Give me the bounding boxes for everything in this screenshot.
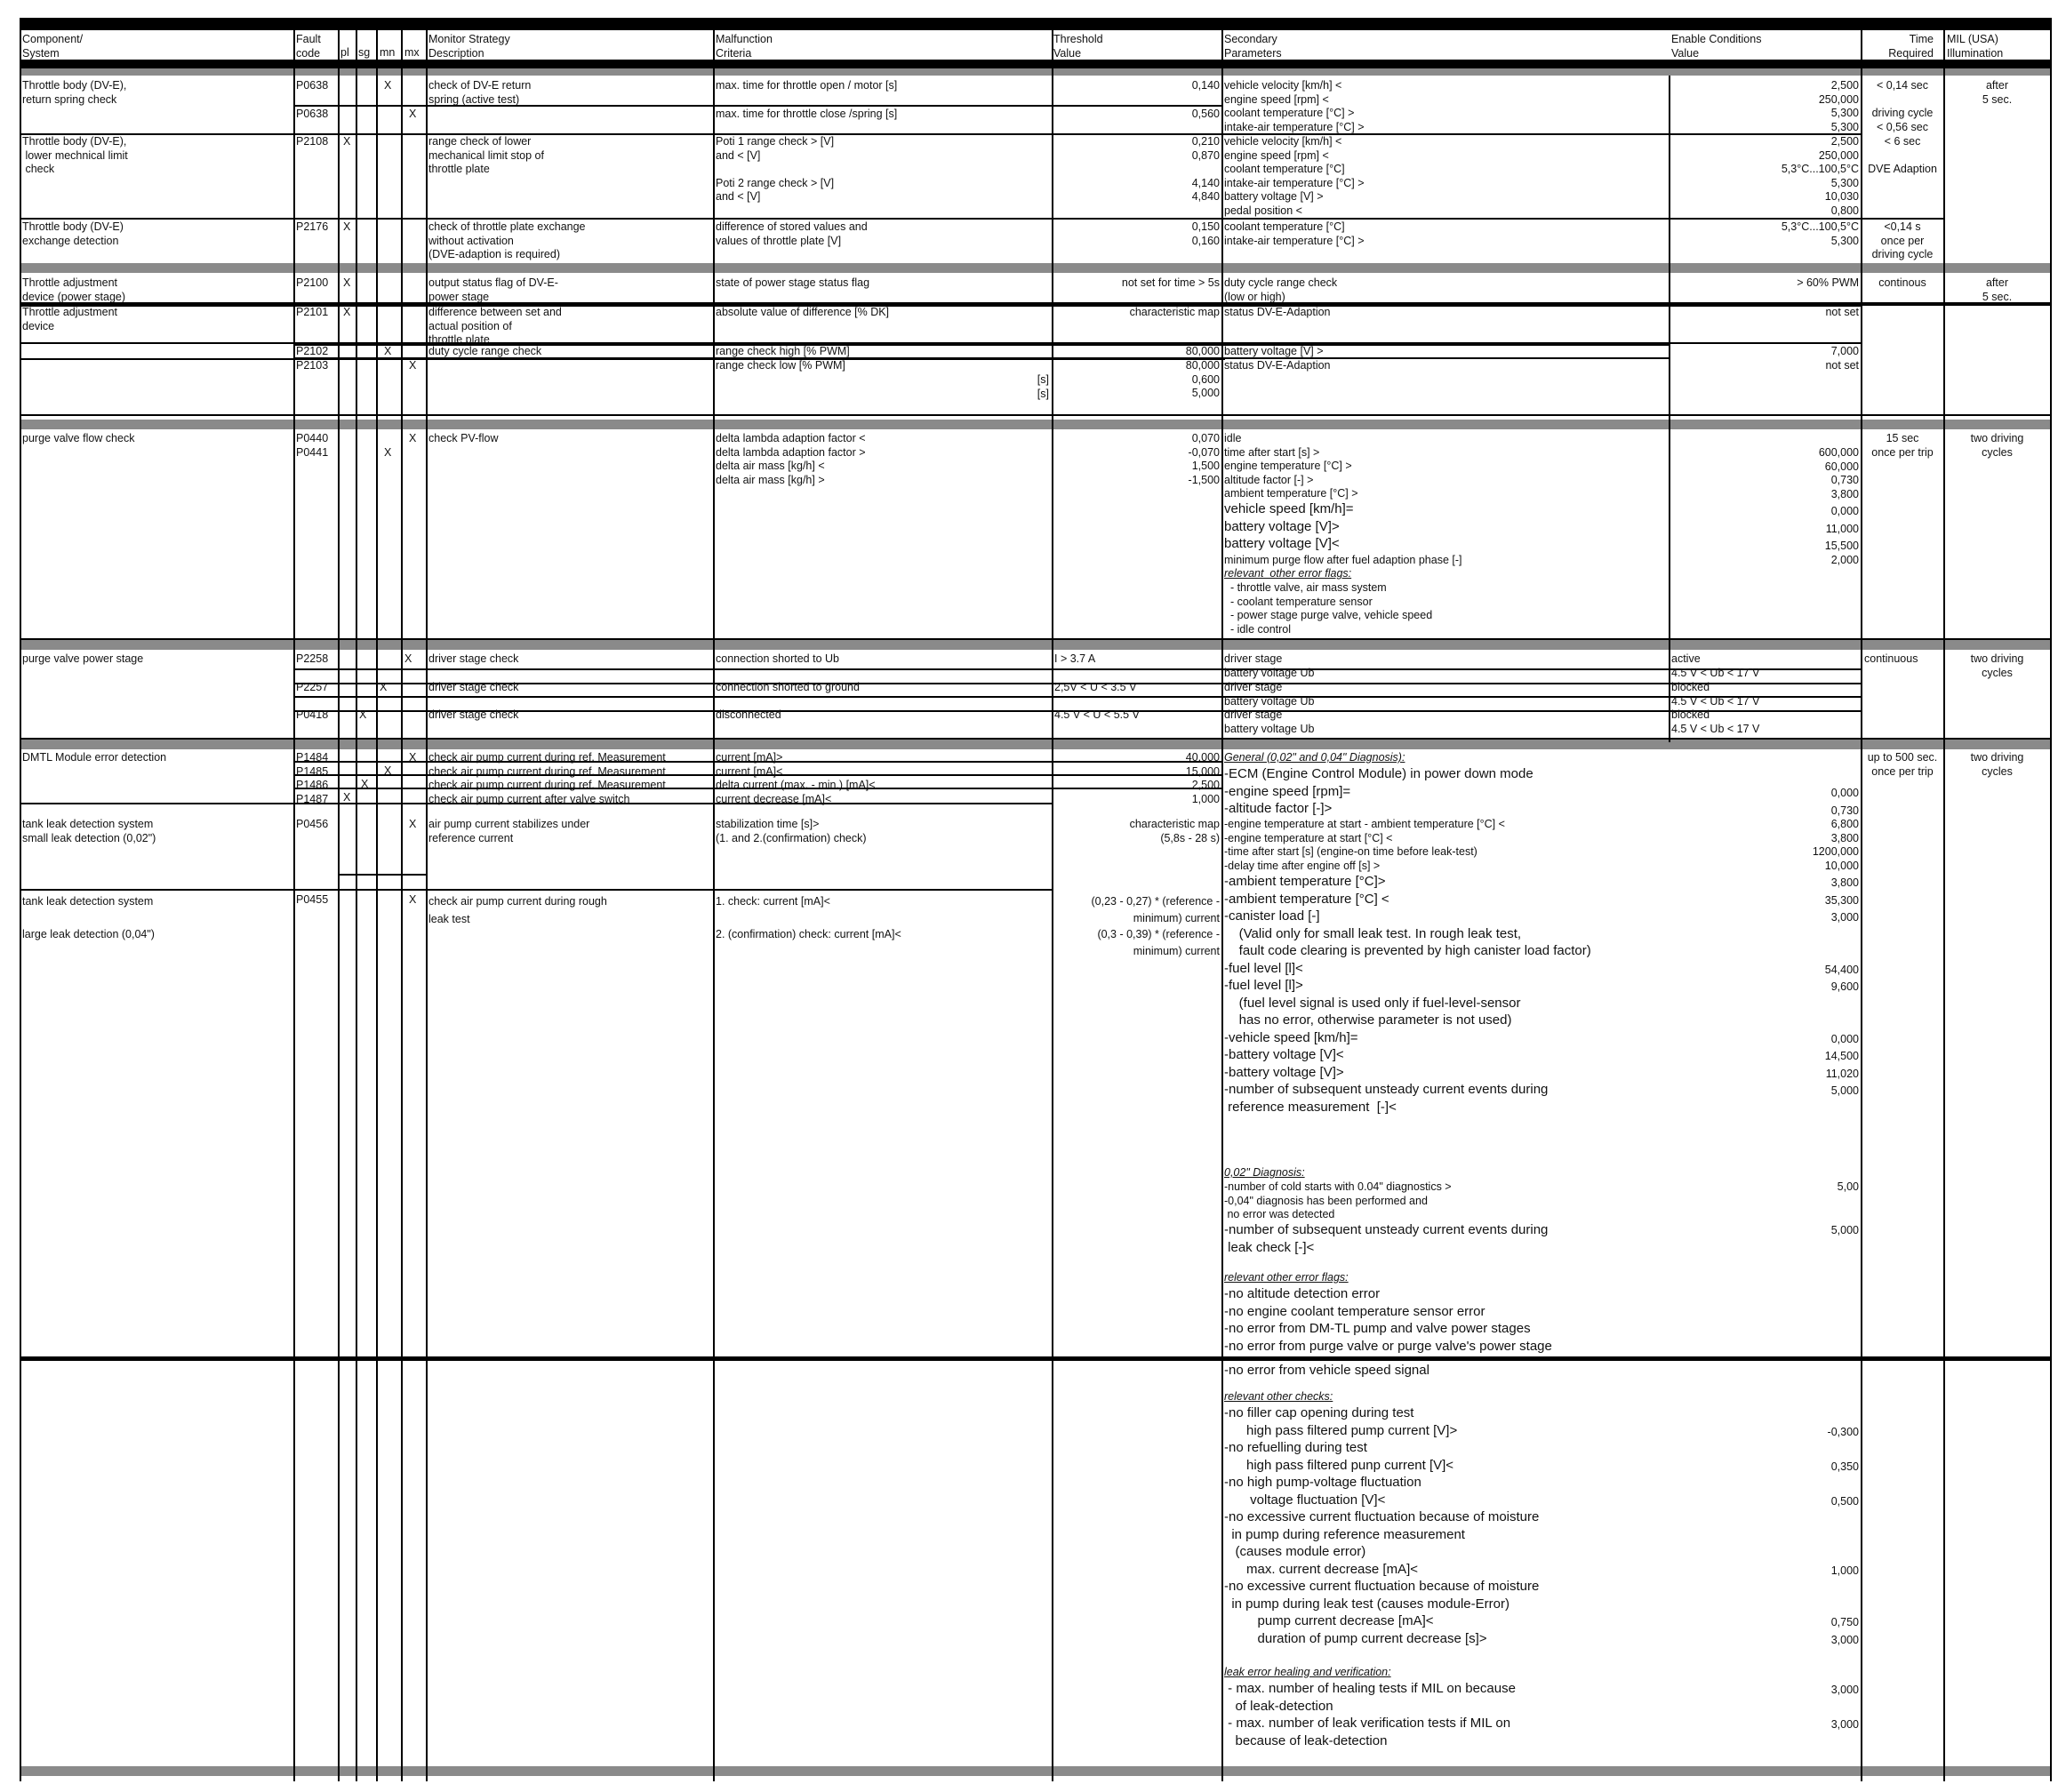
time-cell: <0,14 s once per driving cycle bbox=[1871, 220, 1934, 260]
header-mil: MIL (USA) Illumination bbox=[1947, 33, 2004, 60]
monitor-cell: range check of lower mechanical limit stop of throttle plate bbox=[428, 135, 544, 175]
component-cell: Throttle body (DV-E), return spring check bbox=[22, 79, 127, 106]
header-enable: Enable Conditions Value bbox=[1671, 33, 1762, 60]
header-malfunction: Malfunction Criteria bbox=[716, 33, 773, 60]
fault-code: P2100 bbox=[296, 276, 329, 289]
secondary-heading: General (0,02" and 0,04" Diagnosis): bbox=[1224, 751, 1405, 764]
secondary-cell: battery voltage [V] > bbox=[1224, 345, 1324, 357]
row-line bbox=[20, 358, 1225, 360]
mark-x: X bbox=[409, 108, 417, 120]
fault-codes: P1484 P1485 P1486 P1487 bbox=[296, 751, 329, 805]
mark-x: X bbox=[404, 652, 412, 665]
row-line bbox=[338, 874, 426, 876]
mark-x: X bbox=[380, 681, 388, 693]
column-line bbox=[401, 18, 403, 1781]
secondary-cell: -number of cold starts with 0.04" diagnostics > -0,04" diagnosis has been performed and no error was detected bbox=[1224, 1180, 1452, 1220]
column-line bbox=[1221, 18, 1223, 1781]
threshold-cell: 0,560 bbox=[1191, 108, 1220, 120]
enable-cell: -0,300 0,350 0,500 1,000 0,750 3,000 bbox=[1827, 1425, 1859, 1646]
secondary-cell: -ambient temperature [°C]> -ambient temperature [°C] < -canister load [-] (Valid only for small leak test. In rough leak test, fault code clearing is prevented by high canister load factor) -fuel level [l]< -fuel level [l]> (fuel level signal is used only if fuel-level-sensor has no error, otherwise parameter is not used) -vehicle speed [km/h]= -battery voltage [V]< -battery voltage [V]> -number of subsequent unsteady current events during reference measurement [-]< bbox=[1224, 874, 1591, 1115]
column-line bbox=[2050, 18, 2052, 1781]
monitor-cell: air pump current stabilizes under reference current bbox=[428, 818, 590, 844]
header-mn: mn bbox=[380, 46, 396, 59]
component-cell: tank leak detection system large leak detection (0,04") bbox=[22, 895, 155, 940]
mark-x: X bbox=[359, 708, 367, 721]
enable-cell: 7,000 bbox=[1830, 345, 1859, 357]
malfunction-cell: stabilization time [s]> (1. and 2.(confirmation) check) bbox=[716, 818, 867, 844]
threshold-cell: (0,23 - 0,27) * (reference - minimum) current (0,3 - 0,39) * (reference - minimum) current bbox=[1091, 895, 1220, 957]
fault-code: P2257 bbox=[296, 681, 329, 693]
fault-code: P2101 bbox=[296, 306, 329, 318]
time-cell: continuous bbox=[1864, 652, 1918, 665]
malfunction-cell: 1. check: current [mA]< 2. (confirmation) check: current [mA]< bbox=[716, 895, 901, 940]
time-cell: < 6 sec DVE Adaption bbox=[1868, 135, 1937, 175]
secondary-cell: -no altitude detection error -no engine coolant temperature sensor error -no error from DM-TL pump and valve power stages -no error from purge valve or purge valve's power stage bbox=[1224, 1286, 1552, 1354]
enable-cell: 0,000 11,000 15,500 bbox=[1824, 505, 1859, 552]
secondary-heading: 0,02" Diagnosis: bbox=[1224, 1166, 1305, 1179]
enable-cell: > 60% PWM bbox=[1797, 276, 1859, 289]
malfunction-cell: Poti 1 range check > [V] and < [V] Poti 2 range check > [V] and < [V] bbox=[716, 135, 835, 203]
mark-x: X bbox=[409, 359, 417, 372]
row-line bbox=[20, 638, 2052, 640]
column-line bbox=[1052, 18, 1053, 1781]
fault-code: P2108 bbox=[296, 135, 329, 148]
fault-code: P0456 bbox=[296, 818, 329, 830]
time-cell: 15 sec once per trip bbox=[1871, 432, 1934, 459]
mil-cell: after 5 sec. bbox=[1982, 79, 2013, 106]
mark-x: X bbox=[343, 220, 351, 233]
header-pl: pl bbox=[340, 46, 349, 59]
secondary-cell: vehicle speed [km/h]= battery voltage [V]> battery voltage [V]< bbox=[1224, 501, 1354, 551]
header-mx: mx bbox=[404, 46, 420, 59]
malfunction-cell: difference of stored values and values of throttle plate [V] bbox=[716, 220, 868, 247]
column-line bbox=[293, 18, 295, 1781]
threshold-cell: 4.5 V < U < 5.5 V bbox=[1054, 708, 1140, 721]
monitor-cell: driver stage check bbox=[428, 681, 519, 693]
threshold-cell: I > 3.7 A bbox=[1054, 652, 1096, 665]
malfunction-cell: connection shorted to ground bbox=[716, 681, 860, 693]
column-line bbox=[338, 18, 340, 1781]
fault-code: P0440 P0441 bbox=[296, 432, 329, 459]
section-band bbox=[20, 68, 2052, 76]
fault-code: P2176 bbox=[296, 220, 329, 233]
fault-code: P2258 bbox=[296, 652, 329, 665]
secondary-cell: minimum purge flow after fuel adaption phase [-] bbox=[1224, 554, 1462, 566]
component-cell: purge valve flow check bbox=[22, 432, 135, 444]
monitor-cell: check air pump current during ref. Measurement check air pump current during ref. Measurement check air pump current during ref. Measurement check air pump current after valve switch bbox=[428, 751, 666, 805]
fault-code: P2102 bbox=[296, 345, 329, 357]
threshold-cell: 40,000 15,000 2,500 1,000 bbox=[1185, 751, 1220, 805]
enable-cell: 3,000 3,000 bbox=[1830, 1684, 1859, 1731]
mil-cell: after 5 sec. bbox=[1982, 276, 2013, 303]
component-cell: Throttle body (DV-E) exchange detection bbox=[22, 220, 124, 247]
units-cell: [s] [s] bbox=[1037, 373, 1049, 400]
header-secondary: Secondary Parameters bbox=[1224, 33, 1282, 60]
threshold-cell: characteristic map bbox=[1129, 306, 1220, 318]
time-cell: up to 500 sec. once per trip bbox=[1867, 751, 1938, 778]
page-break-rule bbox=[20, 1356, 2052, 1361]
mark-x: X bbox=[384, 446, 392, 459]
mark-x: X bbox=[384, 764, 392, 777]
enable-cell: 5,00 bbox=[1837, 1180, 1859, 1193]
monitor-cell: difference between set and actual position of throttle plate bbox=[428, 306, 562, 346]
fault-code: P0455 bbox=[296, 893, 329, 906]
malfunction-cell: max. time for throttle open / motor [s] bbox=[716, 79, 898, 92]
mark-x: X bbox=[343, 276, 351, 289]
monitor-cell: output status flag of DV-E- power stage bbox=[428, 276, 558, 303]
mark-x: X bbox=[343, 306, 351, 318]
section-band bbox=[20, 263, 2052, 273]
monitor-cell: check air pump current during rough leak test bbox=[428, 895, 607, 925]
mark-x: X bbox=[384, 345, 392, 357]
secondary-cell: - throttle valve, air mass system - coolant temperature sensor - power stage purge valve, vehicle speed - idle control bbox=[1229, 581, 1433, 636]
component-cell: Throttle adjustment device (power stage) bbox=[22, 276, 126, 303]
fault-code: P2103 bbox=[296, 359, 329, 372]
secondary-cell: status DV-E-Adaption bbox=[1224, 359, 1331, 372]
section-band bbox=[20, 740, 2052, 749]
secondary-cell: -number of subsequent unsteady current events during leak check [-]< bbox=[1224, 1222, 1549, 1255]
threshold-cell: 0,210 0,870 4,140 4,840 bbox=[1191, 135, 1220, 203]
secondary-heading: relevant other checks: bbox=[1224, 1390, 1333, 1403]
monitor-cell: duty cycle range check bbox=[428, 345, 542, 357]
malfunction-cell: max. time for throttle close /spring [s] bbox=[716, 108, 898, 120]
column-line bbox=[426, 18, 428, 1781]
enable-cell: 6,800 3,800 1200,000 10,000 bbox=[1812, 818, 1859, 872]
secondary-cell: vehicle velocity [km/h] < engine speed [rpm] < coolant temperature [°C] > intake-air temperature [°C] > bbox=[1224, 79, 1365, 133]
mil-cell: two driving cycles bbox=[1970, 652, 2024, 679]
malfunction-cell: disconnected bbox=[716, 708, 781, 721]
mark-x: X bbox=[409, 893, 417, 906]
secondary-cell: -engine temperature at start - ambient temperature [°C] < -engine temperature at start [°C] < -time after start [s] (engine-on time before leak-test) -delay time after engine off [s] > bbox=[1224, 818, 1505, 872]
secondary-cell: duty cycle range check (low or high) bbox=[1224, 276, 1338, 303]
malfunction-cell: state of power stage status flag bbox=[716, 276, 870, 289]
enable-cell: blocked 4.5 V < Ub < 17 V bbox=[1671, 708, 1760, 735]
row-line bbox=[293, 696, 1861, 698]
header-threshold: Threshold Value bbox=[1053, 33, 1103, 60]
mark-x: X bbox=[409, 751, 417, 764]
threshold-cell: characteristic map (5,8s - 28 s) bbox=[1129, 818, 1220, 844]
section-band bbox=[20, 1766, 2052, 1776]
component-cell: DMTL Module error detection bbox=[22, 751, 167, 764]
component-cell: purge valve power stage bbox=[22, 652, 144, 665]
mil-cell: two driving cycles bbox=[1970, 432, 2024, 459]
mark-x: X bbox=[409, 432, 417, 444]
malfunction-cell: range check high [% PWM] bbox=[716, 345, 850, 357]
monitor-cell: check of throttle plate exchange without activation (DVE-adaption is required) bbox=[428, 220, 586, 260]
monitor-cell: driver stage check bbox=[428, 652, 519, 665]
threshold-cell: not set for time > 5s bbox=[1121, 276, 1220, 289]
column-line bbox=[356, 18, 357, 1781]
row-line bbox=[20, 414, 2052, 416]
enable-cell: not set bbox=[1825, 359, 1859, 372]
malfunction-cell: absolute value of difference [% DK] bbox=[716, 306, 890, 318]
monitor-cell: check PV-flow bbox=[428, 432, 499, 444]
fault-code: P0418 bbox=[296, 708, 329, 721]
component-cell: Throttle adjustment device bbox=[22, 306, 117, 332]
secondary-cell: driver stage battery voltage Ub bbox=[1224, 681, 1315, 708]
header-time: Time Required bbox=[1888, 33, 1934, 60]
column-line bbox=[376, 18, 378, 1781]
column-line bbox=[20, 18, 21, 1781]
malfunction-cell: current [mA]> current [mA]< delta current (max. - min.) [mA]< current decrease [mA]< bbox=[716, 751, 876, 805]
enable-cell: 0,000 0,730 bbox=[1830, 787, 1859, 817]
malfunction-cell: connection shorted to Ub bbox=[716, 652, 839, 665]
column-line bbox=[1669, 76, 1670, 742]
threshold-cell: 80,000 bbox=[1185, 345, 1220, 357]
enable-cell: 2,000 bbox=[1830, 554, 1859, 566]
threshold-cell: 80,000 0,600 5,000 bbox=[1185, 359, 1220, 399]
enable-cell: 3,800 35,300 3,000 54,400 9,600 0,000 14,500 11,020 5,000 bbox=[1824, 876, 1859, 1097]
fault-code: P0638 bbox=[296, 79, 329, 92]
secondary-cell: - max. number of healing tests if MIL on because of leak-detection - max. number of leak verification tests if MIL on because of leak-detection bbox=[1228, 1681, 1516, 1748]
monitor-cell: driver stage check bbox=[428, 708, 519, 721]
component-cell: tank leak detection system small leak detection (0,02") bbox=[22, 818, 156, 844]
header-sg: sg bbox=[358, 46, 371, 59]
section-band bbox=[20, 640, 2052, 650]
row-line bbox=[20, 738, 2052, 740]
secondary-heading: relevant other error flags: bbox=[1224, 1271, 1349, 1284]
header-black-bar bbox=[20, 60, 2052, 68]
enable-cell: 5,000 bbox=[1830, 1224, 1859, 1236]
secondary-cell: idle time after start [s] > engine temperature [°C] > altitude factor [-] > ambient temperature [°C] > bbox=[1224, 432, 1358, 500]
secondary-cell: -no filler cap opening during test high pass filtered pump current [V]> -no refuelling during test high pass filtered punp current [V]< -no high pump-voltage fluctuation voltage fluctuation [V]< -no excessive current fluctuation because of moisture in pump during reference measurement (causes module error) max. current decrease [mA]< -no excessive current fluctuation because of moisture in pump during leak test (causes module-Error) pump current decrease [mA]< duration of pump current decrease [s]> bbox=[1224, 1405, 1540, 1646]
enable-cell: not set bbox=[1825, 306, 1859, 318]
enable-cell: 2,500 250,000 5,300 5,300 bbox=[1818, 79, 1859, 133]
enable-cell: 5,3°C...100,5°C 5,300 bbox=[1781, 220, 1859, 247]
secondary-cell: coolant temperature [°C] intake-air temperature [°C] > bbox=[1224, 220, 1365, 247]
secondary-heading: leak error healing and verification: bbox=[1224, 1666, 1391, 1678]
component-cell: Throttle body (DV-E), lower mechnical limit check bbox=[22, 135, 128, 175]
mil-cell: two driving cycles bbox=[1970, 751, 2024, 778]
header-component: Component/ System bbox=[22, 33, 84, 60]
top-black-bar bbox=[20, 18, 2052, 30]
secondary-cell: status DV-E-Adaption bbox=[1224, 306, 1331, 318]
fault-code: P0638 bbox=[296, 108, 329, 120]
mark-x: X bbox=[409, 818, 417, 830]
header-monitor: Monitor Strategy Description bbox=[428, 33, 510, 60]
secondary-cell: -no error from vehicle speed signal bbox=[1224, 1363, 1429, 1378]
secondary-cell: driver stage battery voltage Ub bbox=[1224, 652, 1315, 679]
row-line bbox=[20, 218, 1943, 220]
threshold-cell: 2,5V < U < 3.5 V bbox=[1054, 681, 1137, 693]
secondary-cell: driver stage battery voltage Ub bbox=[1224, 708, 1315, 735]
secondary-cell: -ECM (Engine Control Module) in power down mode -engine speed [rpm]= -altitude factor [-]> bbox=[1224, 766, 1533, 816]
threshold-cell: 0,070 -0,070 1,500 -1,500 bbox=[1188, 432, 1220, 486]
enable-cell: blocked 4.5 V < Ub < 17 V bbox=[1671, 681, 1760, 708]
mark-x: X bbox=[384, 79, 392, 92]
monitor-cell: check of DV-E return spring (active test) bbox=[428, 79, 532, 106]
mark-x: X bbox=[343, 135, 351, 148]
threshold-cell: 0,140 bbox=[1191, 79, 1220, 92]
enable-cell: 600,000 60,000 0,730 3,800 bbox=[1818, 446, 1859, 500]
malfunction-cell: delta lambda adaption factor < delta lambda adaption factor > delta air mass [kg/h] < delta air mass [kg/h] > bbox=[716, 432, 866, 486]
header-fault-code: Fault code bbox=[296, 33, 321, 60]
column-line bbox=[713, 18, 715, 1781]
row-line bbox=[293, 668, 1861, 670]
mark-x: X bbox=[361, 778, 369, 790]
enable-cell: 2,500 250,000 5,3°C...100,5°C 5,300 10,030 0,800 bbox=[1781, 135, 1859, 217]
time-cell: continous bbox=[1878, 276, 1926, 289]
threshold-cell: 0,150 0,160 bbox=[1191, 220, 1220, 247]
secondary-cell: vehicle velocity [km/h] < engine speed [rpm] < coolant temperature [°C] intake-air temperature [°C] > battery voltage [V] > pedal position < bbox=[1224, 135, 1365, 217]
malfunction-cell: range check low [% PWM] bbox=[716, 359, 845, 372]
enable-cell: active 4.5 V < Ub < 17 V bbox=[1671, 652, 1760, 679]
secondary-heading: relevant other error flags: bbox=[1224, 567, 1352, 580]
time-cell: < 0,14 sec driving cycle < 0,56 sec bbox=[1871, 79, 1934, 133]
mark-x: X bbox=[343, 791, 351, 804]
section-band bbox=[20, 420, 2052, 429]
row-line bbox=[20, 889, 1052, 891]
